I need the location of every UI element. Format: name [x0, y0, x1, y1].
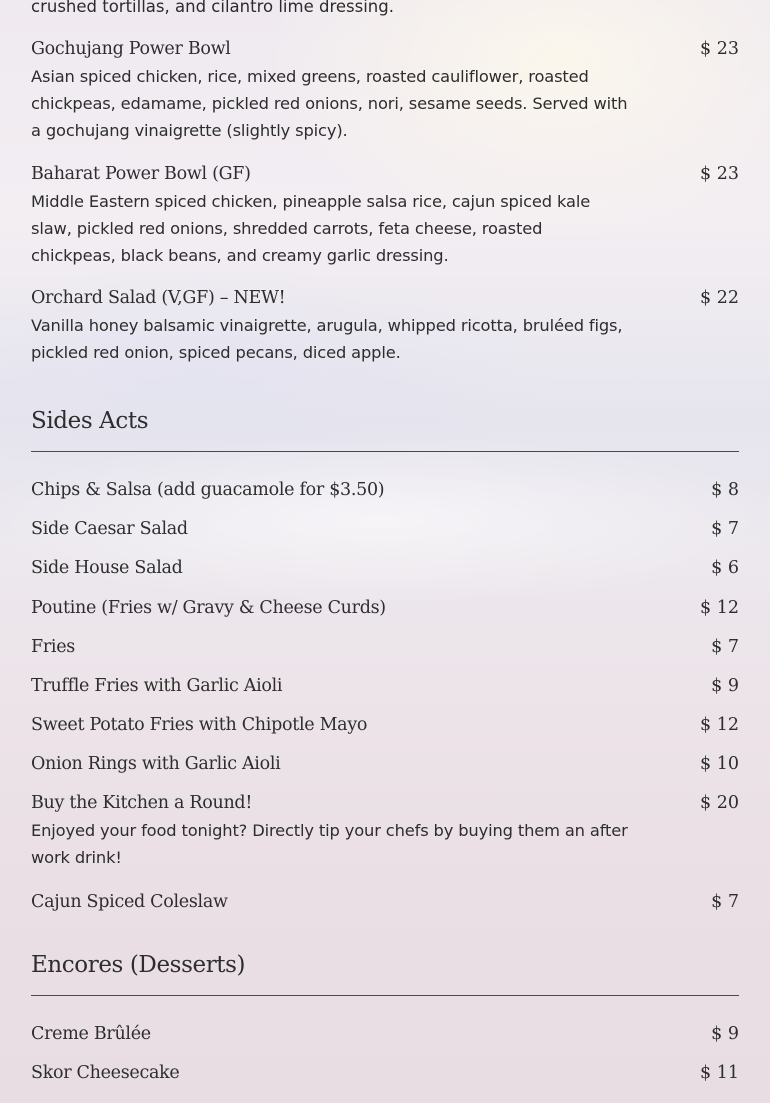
item-name: Creme Brûlée: [31, 1024, 151, 1044]
menu-item-sweet-potato-fries: [31, 713, 739, 737]
item-name: Chips & Salsa (add guacamole for $3.50): [31, 480, 385, 500]
item-description: Enjoyed your food tonight? Directly tip your chefs by buying them an after work drink!: [31, 821, 628, 867]
item-name: Side Caesar Salad: [31, 519, 188, 539]
section-divider: [31, 451, 739, 452]
section-title-sides: Sides Acts: [31, 408, 149, 434]
section-divider: [31, 995, 739, 996]
menu-item-creme-brulee: [31, 1022, 739, 1046]
item-name: Cajun Spiced Coleslaw: [31, 892, 228, 912]
item-name: Sweet Potato Fries with Chipotle Mayo: [31, 715, 368, 735]
menu-item-truffle-fries: [31, 674, 739, 698]
menu-item-buy-the-kitchen-a-round: [31, 791, 739, 871]
item-description: Middle Eastern spiced chicken, pineapple salsa rice, cajun spiced kale slaw, pickled red onions, shredded carrots, feta cheese, roasted chickpeas, black beans, and creamy garlic dressing.: [31, 192, 591, 265]
item-price: $ 7: [711, 892, 739, 912]
item-price: $ 23: [700, 39, 739, 59]
item-price: $ 23: [700, 164, 739, 184]
item-price: $ 7: [711, 637, 739, 657]
item-price: $ 20: [700, 793, 739, 813]
item-price: $ 9: [711, 676, 739, 696]
menu-item-side-caesar-salad: [31, 517, 739, 541]
item-price: $ 9: [711, 1024, 739, 1044]
item-price: $ 22: [700, 288, 739, 308]
item-description: Vanilla honey balsamic vinaigrette, arugula, whipped ricotta, bruléed figs, pickled red onion, spiced pecans, diced apple.: [31, 316, 623, 362]
item-price: $ 6: [711, 558, 739, 578]
menu-item-orchard-salad: [31, 286, 739, 366]
item-name: Baharat Power Bowl (GF): [31, 164, 251, 184]
item-name: Gochujang Power Bowl: [31, 39, 231, 59]
item-name: Truffle Fries with Garlic Aioli: [31, 676, 283, 696]
menu-item-cajun-spiced-coleslaw: [31, 890, 739, 914]
menu-item-fries: [31, 635, 739, 659]
menu-item-gochujang-power-bowl: [31, 37, 739, 144]
item-price: $ 10: [700, 754, 739, 774]
menu-item-side-house-salad: [31, 556, 739, 580]
item-price: $ 7: [711, 519, 739, 539]
menu-item-chips-salsa: [31, 478, 739, 502]
item-description: Asian spiced chicken, rice, mixed greens, roasted cauliflower, roasted chickpeas, edamame, pickled red onions, nori, sesame seeds. Served with a gochujang vinaigrette (slightly spicy).: [31, 67, 628, 140]
item-price: $ 11: [700, 1063, 739, 1083]
menu-item-onion-rings: [31, 752, 739, 776]
item-name: Skor Cheesecake: [31, 1063, 180, 1083]
item-price: $ 8: [711, 480, 739, 500]
item-name: Side House Salad: [31, 558, 183, 578]
item-price: $ 12: [700, 598, 739, 618]
item-name: Poutine (Fries w/ Gravy & Cheese Curds): [31, 598, 386, 618]
menu-item-baharat-power-bowl: [31, 162, 739, 269]
item-name: Buy the Kitchen a Round!: [31, 793, 253, 813]
previous-item-description: crushed tortillas, and cilantro lime dressing.: [31, 0, 394, 16]
item-name: Fries: [31, 637, 75, 657]
item-name: Onion Rings with Garlic Aioli: [31, 754, 281, 774]
section-title-desserts: Encores (Desserts): [31, 952, 246, 978]
item-price: $ 12: [700, 715, 739, 735]
menu-item-poutine: [31, 596, 739, 620]
menu-item-skor-cheesecake: [31, 1061, 739, 1085]
item-name: Orchard Salad (V,GF) – NEW!: [31, 288, 286, 308]
